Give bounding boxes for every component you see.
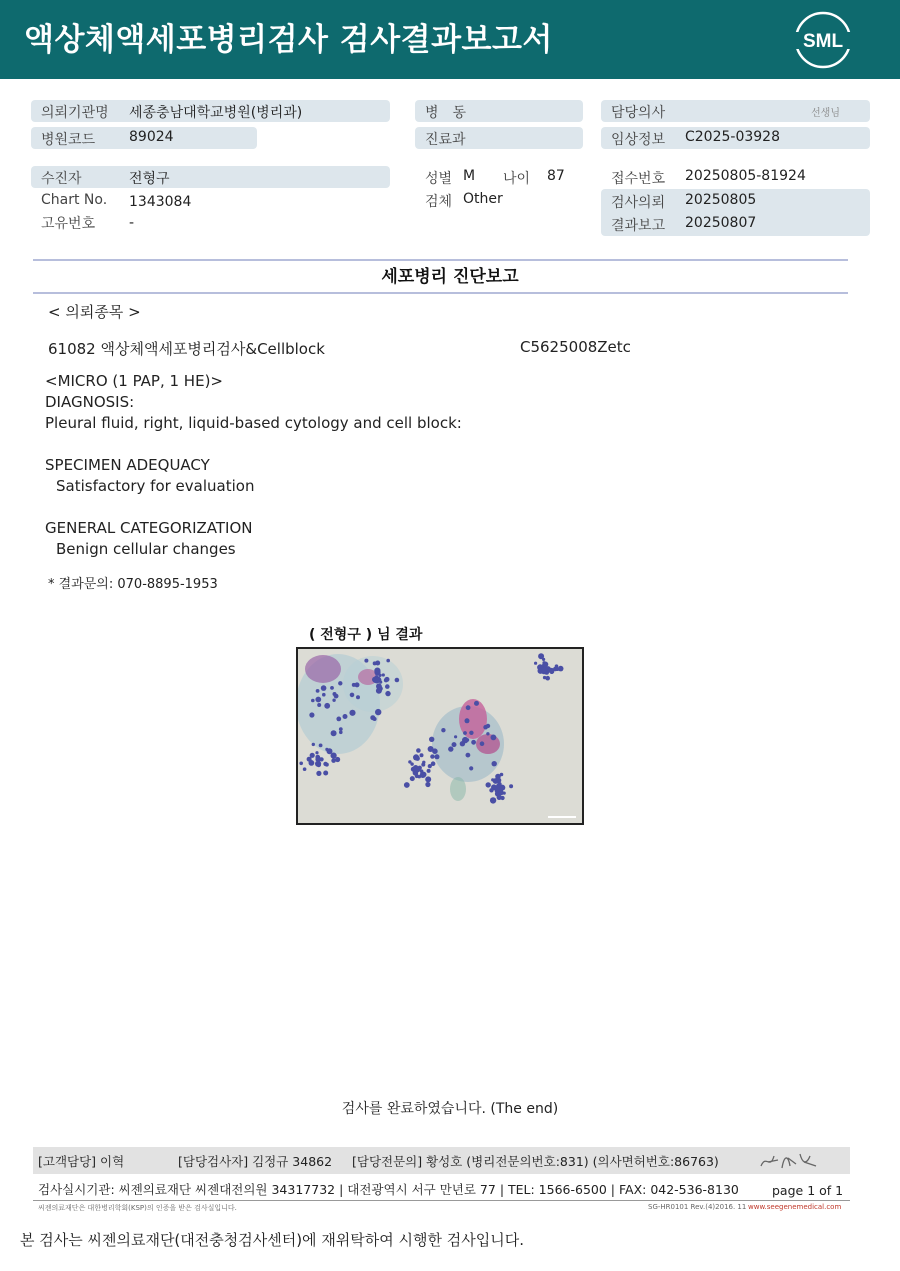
customer-rep: [고객담당] 이혁 xyxy=(38,1154,125,1169)
cell-nucleus xyxy=(375,677,380,682)
logo-text: SML xyxy=(802,31,844,52)
cell-nucleus xyxy=(410,776,415,781)
clinical-info-value: C2025-03928 xyxy=(685,129,780,145)
cell-nucleus xyxy=(550,670,554,674)
cell-nucleus xyxy=(355,682,360,687)
cell-nucleus xyxy=(336,717,341,722)
cell-nucleus xyxy=(315,697,321,703)
specialist: [담당전문의] 황성호 (병리전문의번호:831) (의사면허번호:86763) xyxy=(352,1154,719,1169)
photo-title: ( 전형구 ) 님 결과 xyxy=(309,627,423,643)
referring-hospital-field xyxy=(31,100,390,122)
cell-nucleus xyxy=(454,735,457,738)
cell-nucleus xyxy=(474,701,479,706)
cell-nucleus xyxy=(316,771,321,776)
form-code: SG-HR0101 Rev.(4)2016. 11 xyxy=(648,1203,747,1211)
cell-nucleus xyxy=(480,741,485,746)
footer-rule xyxy=(33,1200,850,1201)
cell-nucleus xyxy=(378,674,381,677)
specimen-value: Other xyxy=(463,191,503,207)
clinical-info-label: 임상정보 xyxy=(611,132,666,148)
cell-nucleus xyxy=(541,667,547,673)
cell-nucleus xyxy=(542,658,545,661)
cell-nucleus xyxy=(415,774,419,778)
cell-nucleus xyxy=(509,784,513,788)
cell-nucleus xyxy=(317,757,320,760)
cell-nucleus xyxy=(316,689,320,693)
signature-icon xyxy=(758,1148,820,1174)
cell-nucleus xyxy=(325,763,329,767)
report-date-value: 20250807 xyxy=(685,215,757,231)
cell-nucleus xyxy=(323,771,328,776)
outsourcing-note: 본 검사는 씨젠의료재단(대전충청검사센터)에 재위탁하여 시행한 검사입니다. xyxy=(20,1231,524,1249)
cell-nucleus xyxy=(309,760,315,766)
cell-nucleus xyxy=(385,684,390,689)
cell-nucleus xyxy=(486,732,489,735)
adequacy-heading: SPECIMEN ADEQUACY xyxy=(45,456,210,474)
cell-nucleus xyxy=(500,773,504,777)
sml-logo-icon xyxy=(793,10,853,70)
test-code-name: 61082 액상체액세포병리검사&Cellblock xyxy=(48,340,325,358)
sex-value: M xyxy=(463,168,476,184)
doctor-label: 담당의사 xyxy=(611,105,666,121)
doctor-suffix: 선생님 xyxy=(811,108,840,119)
diagnosis-heading: DIAGNOSIS: xyxy=(45,393,135,411)
section-rule-top xyxy=(33,259,848,261)
cell-nucleus xyxy=(466,705,471,710)
cell-nucleus xyxy=(543,662,549,668)
sex-age-field xyxy=(415,166,583,188)
specimen-label: 검체 xyxy=(425,194,453,210)
report-date-field xyxy=(601,213,870,235)
cell-nucleus xyxy=(322,693,326,697)
cell-nucleus xyxy=(385,677,390,682)
section-title: 세포병리 진단보고 xyxy=(381,267,519,287)
cell-nucleus xyxy=(404,782,410,788)
test-ref: C5625008Zetc xyxy=(520,338,631,356)
cell-nucleus xyxy=(555,664,559,668)
report-header xyxy=(0,0,900,79)
cell-nucleus xyxy=(315,751,318,754)
department-label: 진료과 xyxy=(425,132,466,148)
referring-hospital-value: 세종충남대학교병원(병리과) xyxy=(129,105,303,121)
ward-field xyxy=(415,100,583,122)
chart-no-label: Chart No. xyxy=(41,192,108,208)
cell-nucleus xyxy=(312,743,315,746)
cell-nucleus xyxy=(460,741,465,746)
diagnosis-text: Pleural fluid, right, liquid-based cytology and cell block: xyxy=(45,414,462,432)
cell-nucleus xyxy=(471,740,476,745)
request-date-value: 20250805 xyxy=(685,192,757,208)
hospital-code-label: 병원코드 xyxy=(41,132,96,148)
cell-nucleus xyxy=(492,761,497,766)
cell-nucleus xyxy=(415,756,420,761)
patient-field xyxy=(31,166,390,188)
unique-no-label: 고유번호 xyxy=(41,216,96,232)
cell-nucleus xyxy=(493,736,497,740)
cell-nucleus xyxy=(320,757,324,761)
specimen-field xyxy=(415,189,583,211)
cell-nucleus xyxy=(435,754,440,759)
cell-nucleus xyxy=(429,737,434,742)
cell-nucleus xyxy=(486,782,491,787)
website-link[interactable]: www.seegenemedical.com xyxy=(748,1203,842,1211)
cell-nucleus xyxy=(428,764,432,768)
cell-nucleus xyxy=(486,724,490,728)
cell-nucleus xyxy=(386,659,390,663)
institution-line: 검사실시기관: 씨젠의료재단 씨젠대전의원 34317732 | 대전광역시 서구 만년로 77 | TEL: 1566-6500 | FAX: 042-536-8130 xyxy=(38,1182,739,1197)
categorization-text: Benign cellular changes xyxy=(56,540,236,558)
cell-nucleus xyxy=(427,769,431,773)
cell-nucleus xyxy=(452,742,457,747)
cell-nucleus xyxy=(364,659,368,663)
cell-nucleus xyxy=(490,797,496,803)
technician: [담당검사자] 김정규 34862 xyxy=(178,1154,333,1169)
cell-nucleus xyxy=(430,754,434,758)
cell-nucleus xyxy=(309,712,314,717)
cell-nucleus xyxy=(299,762,303,766)
cell-nucleus xyxy=(332,699,335,702)
cell-nucleus xyxy=(408,760,411,763)
categorization-heading: GENERAL CATEGORIZATION xyxy=(45,519,253,537)
cell-nucleus xyxy=(395,678,400,683)
report-date-label: 결과보고 xyxy=(611,218,666,234)
cell-nucleus xyxy=(466,738,469,741)
hospital-code-field xyxy=(31,127,257,149)
cell-nucleus xyxy=(350,693,355,698)
unique-no-field xyxy=(31,211,390,233)
cytology-micrograph xyxy=(298,649,582,823)
request-date-field xyxy=(601,190,870,212)
cell-nucleus xyxy=(469,766,473,770)
report-title: 액상체액세포병리검사 검사결과보고서 xyxy=(24,22,553,58)
cell-nucleus xyxy=(545,676,550,681)
certification-note: 씨젠의료재단은 대한병리학회(KSP)의 인증을 받은 검사실입니다. xyxy=(38,1204,237,1212)
cell-nucleus xyxy=(385,691,390,696)
cell-nucleus xyxy=(421,763,425,767)
cell-nucleus xyxy=(448,746,453,751)
cell-nucleus xyxy=(373,661,377,665)
doctor-field xyxy=(601,100,870,122)
cell-nucleus xyxy=(420,753,424,757)
cell-nucleus xyxy=(382,673,385,676)
cell-nucleus xyxy=(375,709,381,715)
cell-nucleus xyxy=(331,730,337,736)
cell-nucleus xyxy=(558,666,564,672)
inquiry-phone: * 결과문의: 070-8895-1953 xyxy=(48,577,218,592)
section-rule-bottom xyxy=(33,292,848,294)
cell-nucleus xyxy=(416,768,420,772)
cell-nucleus xyxy=(335,757,340,762)
cell-nucleus xyxy=(493,779,496,782)
cell-nucleus xyxy=(321,685,327,691)
cell-nucleus xyxy=(338,681,342,685)
request-items-heading: < 의뢰종목 > xyxy=(48,303,141,321)
chart-no-field xyxy=(31,190,390,212)
age-value: 87 xyxy=(547,168,565,184)
department-field xyxy=(415,127,583,149)
clinical-info-field xyxy=(601,127,870,149)
cell-nucleus xyxy=(534,662,537,665)
cell-nucleus xyxy=(339,727,343,731)
cell-nucleus xyxy=(374,668,380,674)
receipt-no-value: 20250805-81924 xyxy=(685,168,806,184)
end-text: 검사를 완료하였습니다. (The end) xyxy=(341,1101,559,1117)
cell-nucleus xyxy=(463,731,467,735)
cell-nucleus xyxy=(465,718,470,723)
cell-nucleus xyxy=(489,788,493,792)
cell-nucleus xyxy=(425,776,431,782)
cell-nucleus xyxy=(441,728,445,732)
cell-nucleus xyxy=(303,767,307,771)
cell-nucleus xyxy=(466,753,471,758)
cell-nucleus xyxy=(432,748,438,754)
unique-no-value: - xyxy=(129,215,135,231)
cell-nucleus xyxy=(324,703,330,709)
referring-hospital-label: 의뢰기관명 xyxy=(41,105,109,121)
cell-nucleus xyxy=(349,710,355,716)
sex-label: 성별 xyxy=(425,171,453,187)
hospital-code-value: 89024 xyxy=(129,129,174,145)
cell-nucleus xyxy=(319,744,323,748)
cell-nucleus xyxy=(333,692,337,696)
cell-nucleus xyxy=(325,748,328,751)
receipt-no-field xyxy=(601,166,870,188)
ward-label: 병 동 xyxy=(425,105,467,121)
adequacy-text: Satisfactory for evaluation xyxy=(56,477,255,495)
receipt-no-label: 접수번호 xyxy=(611,171,666,187)
cell-nucleus xyxy=(416,748,421,753)
cell-nucleus xyxy=(311,699,315,703)
age-label: 나이 xyxy=(503,171,531,187)
page-number: page 1 of 1 xyxy=(772,1183,844,1198)
patient-label: 수진자 xyxy=(41,171,82,187)
cell-nucleus xyxy=(310,753,315,758)
cell-nucleus xyxy=(330,686,334,690)
cell-nucleus xyxy=(376,683,382,689)
cell-nucleus xyxy=(425,782,430,787)
cell-nucleus xyxy=(501,796,505,800)
cell-nucleus xyxy=(356,695,360,699)
cell-nucleus xyxy=(343,714,348,719)
cell-nucleus xyxy=(420,772,426,778)
patient-value: 전형구 xyxy=(129,171,170,187)
micro-line: <MICRO (1 PAP, 1 HE)> xyxy=(45,372,223,390)
cell-nucleus xyxy=(373,717,377,721)
cell-nucleus xyxy=(469,731,473,735)
cell-nucleus xyxy=(497,788,501,792)
cell-nucleus xyxy=(339,731,343,735)
chart-no-value: 1343084 xyxy=(129,194,192,210)
cytology-image xyxy=(296,647,584,825)
cell-nucleus xyxy=(317,703,321,707)
request-date-label: 검사의뢰 xyxy=(611,195,666,211)
